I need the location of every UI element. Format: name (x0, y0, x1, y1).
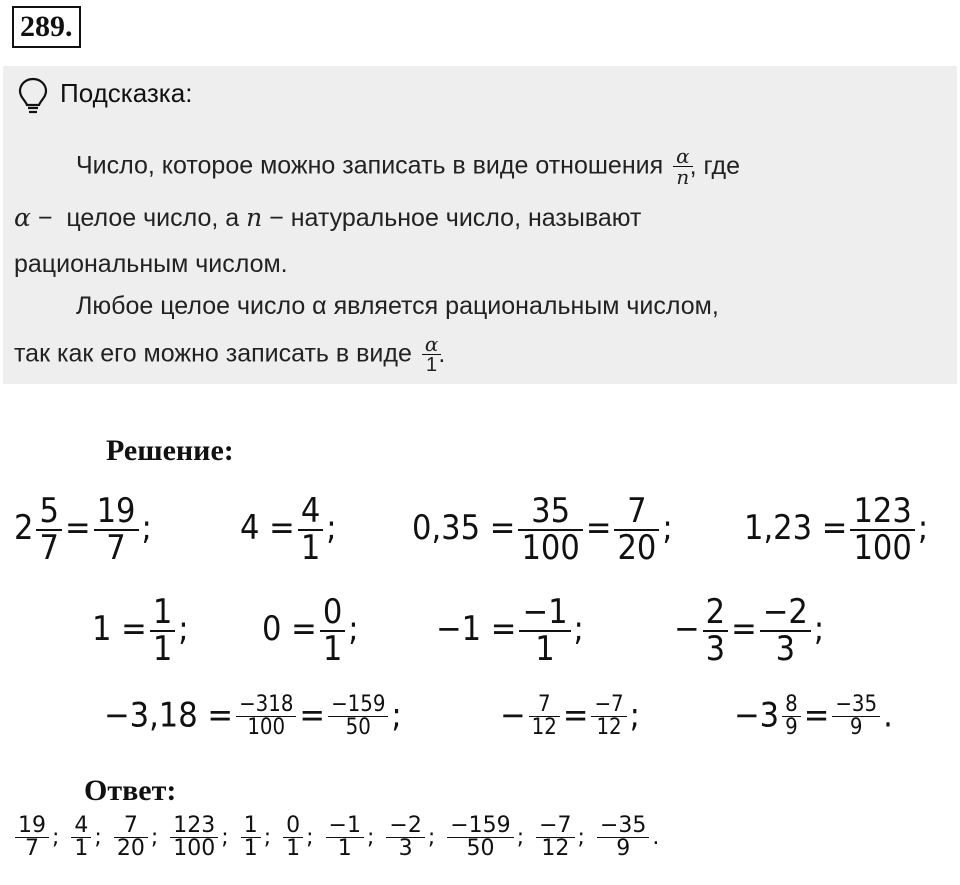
hint-title: Подсказка: (60, 78, 193, 108)
answer-fraction: $\frac{1}{1}$ (241, 815, 261, 861)
hint-line-4: Любое целое число α является рациональным числом, (76, 292, 719, 320)
hint-line-2: α − целое число, а n − натуральное число, называют (14, 203, 642, 232)
equation-minus-3-18: −3,18 = $\frac{-318}{100}$ = $\frac{-159}{50}$ ; (104, 692, 402, 741)
answer-fraction: $\frac{0}{1}$ (283, 815, 303, 861)
answer-fraction: $\frac{-35}{9}$ (597, 815, 649, 861)
answer-fraction: $\frac{4}{1}$ (71, 815, 91, 861)
equation-0-35: 0,35 = $\frac{35}{100}$ = $\frac{7}{20}$ ; (412, 491, 673, 568)
equation-2-5-7: 2 $\frac{5}{7}$ = $\frac{19}{7}$ ; (14, 491, 152, 568)
equation-1: 1 = $\frac{1}{1}$ ; (92, 592, 189, 669)
answer-fraction: $\frac{-7}{12}$ (536, 815, 574, 861)
equation-0: 0 = $\frac{0}{1}$ ; (262, 592, 359, 669)
lightbulb-icon (16, 76, 50, 116)
answer-fraction: $\frac{-159}{50}$ (447, 815, 513, 861)
equation-1-23: 1,23 = $\frac{123}{100}$ ; (744, 491, 929, 568)
answer-fraction: $\frac{19}{7}$ (15, 815, 49, 861)
answer-list: $\frac{19}{7}$ ; $\frac{4}{1}$ ; $\frac{7}{20}$ ; $\frac{123}{100}$ ; $\frac{1}{1}$ ; $\frac{0}{1}$ ; $\frac{-1}{1}$ ; $\frac{-2}{3}$ ; $\frac{-159}{50}$ ; $\frac{-7}{12}$ ; $\frac{-35}{9}$ . (12, 815, 659, 861)
hint-line-1: Число, которое можно записать в виде отношения $\frac{\alpha}{n}$ , где (76, 144, 740, 190)
equation-minus-3-8-9: −3 $\frac{8}{9}$ = $\frac{-35}{9}$ . (734, 692, 893, 741)
answer-label: Ответ: (84, 774, 177, 807)
equation-minus-7-12: − $\frac{7}{12}$ = $\frac{-7}{12}$ ; (500, 692, 640, 741)
answer-fraction: $\frac{-1}{1}$ (326, 815, 364, 861)
solution-label: Решение: (106, 434, 234, 467)
equation-4: 4 = $\frac{4}{1}$ ; (240, 491, 337, 568)
answer-fraction: $\frac{-2}{3}$ (386, 815, 424, 861)
fraction-alpha-over-1: $\frac{\alpha}{1}$ (422, 334, 442, 376)
equation-minus-2-3: − $\frac{2}{3}$ = $\frac{-2}{3}$ ; (674, 592, 825, 669)
hint-line-3: рациональным числом. (14, 250, 288, 278)
hint-line-5: так как его можно записать в виде $\frac{\alpha}{1}$ . (14, 332, 446, 377)
task-number: 289. (12, 6, 81, 48)
answer-fraction: $\frac{123}{100}$ (170, 815, 218, 861)
equation-minus-1: −1 = $\frac{-1}{1}$ ; (436, 592, 584, 669)
answer-fraction: $\frac{7}{20}$ (114, 815, 148, 861)
fraction-alpha-over-n: $\frac{\alpha}{n}$ (673, 146, 693, 188)
